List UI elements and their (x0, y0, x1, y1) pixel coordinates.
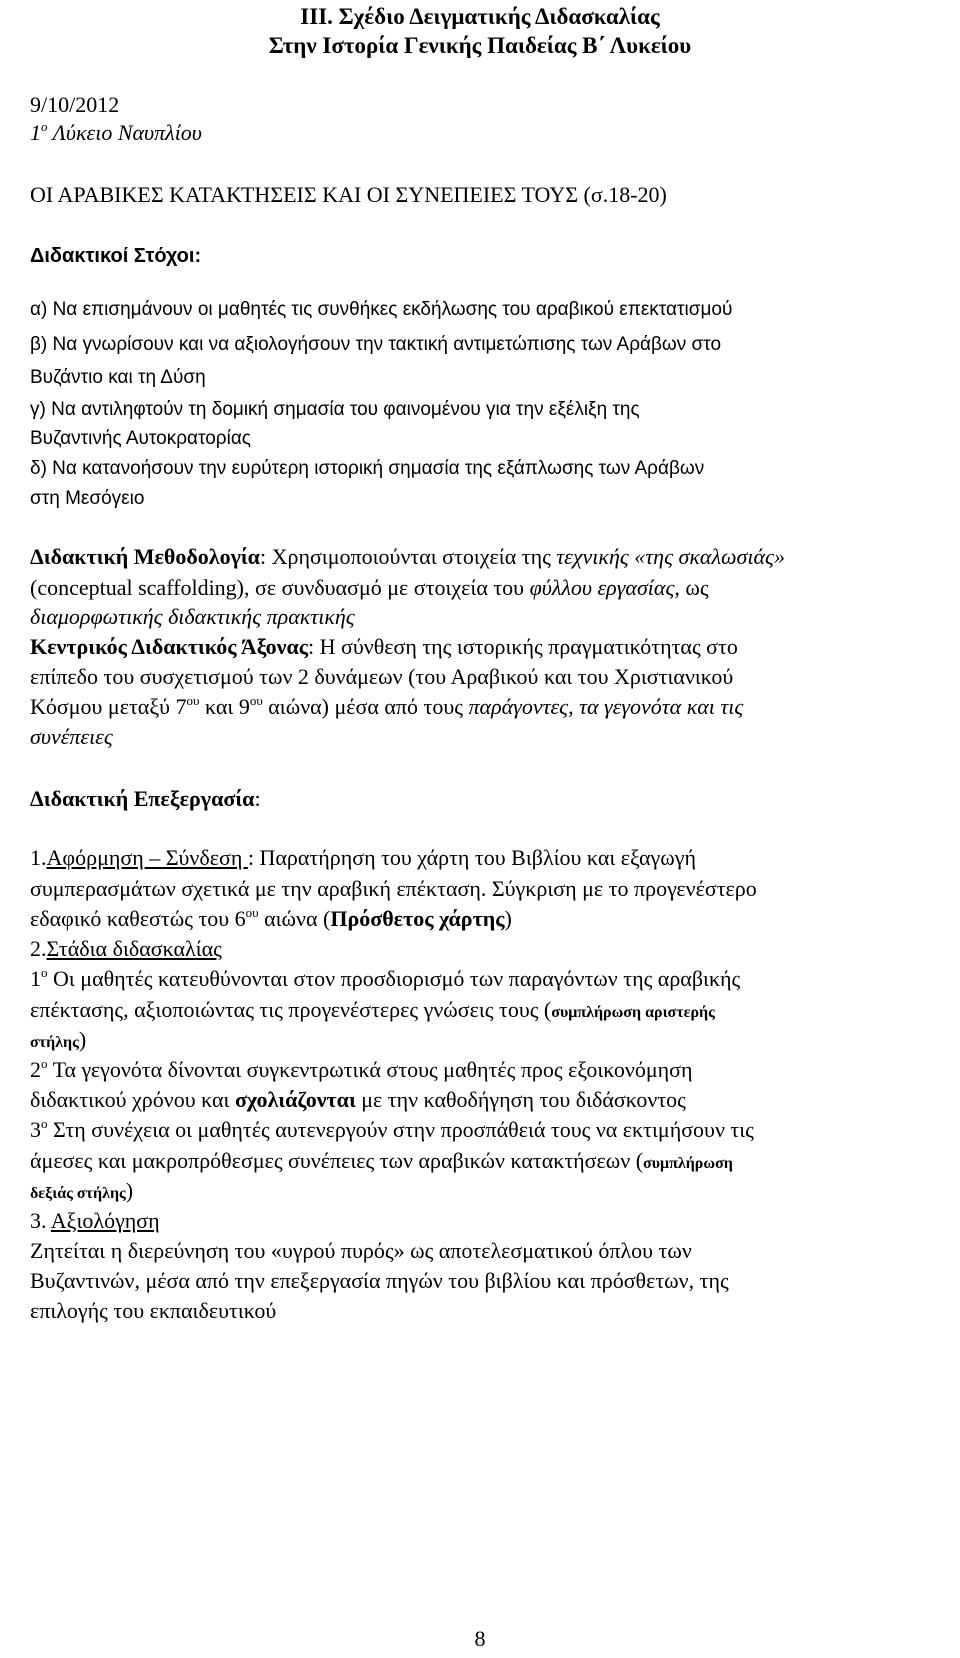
objective-line: α) Να επισημάνουν οι μαθητές τις συνθήκες εκδήλωσης του αραβικού επεκτατισμού (30, 299, 733, 320)
stage3-line2 (30, 1150, 733, 1172)
axis-italic-text: παράγοντες, τα γεγονότα και τις (468, 694, 744, 719)
stage1-line1 (30, 965, 741, 991)
stage-text: με την καθοδήγηση του διδάσκοντος (355, 1087, 686, 1112)
axis-line3 (30, 693, 744, 719)
methodology-heading: Διδακτική Μεθοδολογία (30, 544, 260, 569)
step3-number: 3. (30, 1208, 51, 1233)
page-number: 8 (474, 1626, 486, 1651)
step1-text: αιώνα ( (258, 906, 331, 931)
objective-line: Βυζαντινής Αυτοκρατορίας (30, 428, 251, 449)
processing-heading-colon: : (254, 786, 261, 811)
left-column-note: συμπλήρωση αριστερής (551, 1004, 715, 1021)
methodology-line1 (30, 546, 785, 568)
stage-text: Στη συνέχεια οι μαθητές αυτενεργούν στην προσπάθειά τους να εκτιμήσουν τις (47, 1117, 754, 1142)
stage3-line1 (30, 1116, 754, 1142)
step2-title: Στάδια διδασκαλίας (46, 936, 222, 961)
methodology-line3: διαμορφωτικής διδακτικής πρακτικής (30, 604, 355, 629)
stage1-line2 (30, 999, 715, 1021)
stage3-line3 (30, 1180, 133, 1202)
stage-text: ) (78, 1027, 87, 1052)
evaluation-line: Ζητείται η διερεύνηση του «υγρού πυρός» ως αποτελεσματικού όπλου των (30, 1238, 692, 1263)
step1-text: ) (504, 906, 512, 931)
step1-text: : Παρατήρηση του χάρτη του Βιβλίου και εξαγωγή (247, 845, 696, 870)
axis-line1 (30, 636, 738, 658)
stage-text: ) (125, 1178, 134, 1203)
step3-line (30, 1210, 160, 1232)
lesson-topic: ΟΙ ΑΡΑΒΙΚΕΣ ΚΑΤΑΚΤΗΣΕΙΣ ΚΑΙ ΟΙ ΣΥΝΕΠΕΙΕΣ ΤΟΥΣ (σ.18-20) (30, 182, 667, 207)
objectives-heading: Διδακτικοί Στόχοι: (30, 245, 202, 267)
step3-title: Αξιολόγηση (50, 1208, 160, 1233)
stage1-line3 (30, 1029, 86, 1051)
ordinal-superscript: ου (186, 693, 200, 708)
document-title-line1: III. Σχέδιο Δειγματικής Διδασκαλίας (300, 4, 660, 29)
processing-heading: Διδακτική Επεξεργασία (30, 786, 255, 811)
axis-text: και 9 (199, 694, 250, 719)
stage-number: 2 (30, 1057, 41, 1082)
methodology-text: (conceptual scaffolding), σε συνδυασμό με στοιχεία του (30, 575, 530, 600)
step1-text: εδαφικό καθεστώς του 6 (30, 906, 246, 931)
ordinal-superscript: ου (245, 905, 259, 920)
step1-title: Αφόρμηση – Σύνδεση (46, 845, 248, 870)
step1-number: 1. (30, 845, 47, 870)
objective-line: β) Να γνωρίσουν και να αξιολογήσουν την τακτική αντιμετώπισης των Αράβων στο (30, 334, 722, 355)
methodology-italic-worksheet: φύλλου εργασίας (529, 575, 675, 600)
evaluation-line: επιλογής του εκπαιδευτικού (30, 1298, 277, 1323)
ordinal-superscript: ο (41, 1116, 48, 1131)
additional-map-bold: Πρόσθετος χάρτης (330, 906, 505, 931)
step1-line2: συμπερασμάτων σχετικά με την αραβική επέκταση. Σύγκριση με το προγενέστερο (30, 876, 757, 901)
stage-text: διδακτικού χρόνου και (30, 1087, 235, 1112)
axis-text: αιώνα) μέσα από τους (262, 694, 469, 719)
right-column-note: συμπλήρωση (643, 1155, 733, 1172)
ordinal-superscript: ο (41, 965, 48, 980)
objective-line: δ) Να κατανοήσουν την ευρύτερη ιστορική σημασία της εξάπλωσης των Αράβων (30, 458, 705, 479)
school-text (30, 119, 202, 145)
step2-number: 2. (30, 936, 47, 961)
methodology-line2 (30, 577, 709, 599)
document-title-line2: Στην Ιστορία Γενικής Παιδείας Β΄ Λυκείου (268, 33, 692, 58)
objective-line: Βυζάντιο και τη Δύση (30, 367, 206, 388)
axis-text: Κόσμου μεταξύ 7 (30, 694, 187, 719)
step2-line (30, 938, 222, 960)
step1-line3 (30, 905, 512, 931)
methodology-italic-technique: τεχνικής «της σκαλωσιάς» (556, 544, 785, 569)
left-column-note: στήλης (30, 1034, 79, 1051)
stage-text: Τα γεγονότα δίνονται συγκεντρωτικά στους μαθητές προς εξοικονόμηση (47, 1057, 693, 1082)
methodology-text: , ως (674, 575, 709, 600)
axis-text: : Η σύνθεση της ιστορικής πραγματικότητας στο (308, 634, 738, 659)
stage-text: Οι μαθητές κατευθύνονται στον προσδιορισμό των παραγόντων της αραβικής (47, 966, 741, 991)
methodology-text: : Χρησιμοποιούνται στοιχεία της (259, 544, 557, 569)
stage-text: επέκτασης, αξιοποιώντας τις προγενέστερες γνώσεις τους ( (30, 997, 552, 1022)
processing-heading-line (30, 788, 261, 810)
objective-line: γ) Να αντιληφτούν τη δομική σημασία του φαινομένου για την εξέλιξη της (30, 399, 640, 420)
stage2-line2 (30, 1089, 686, 1111)
evaluation-line: Βυζαντινών, μέσα από την επεξεργασία πηγών του βιβλίου και πρόσθετων, της (30, 1268, 729, 1293)
ordinal-superscript: ου (249, 693, 263, 708)
date-text: 9/10/2012 (30, 92, 120, 117)
stage-number: 1 (30, 966, 41, 991)
ordinal-superscript: ο (41, 1056, 48, 1071)
school-name: Λύκειο Ναυπλίου (47, 120, 202, 145)
axis-heading: Κεντρικός Διδακτικός Άξονας (30, 634, 308, 659)
axis-line4: συνέπειες (30, 724, 113, 749)
stage-number: 3 (30, 1117, 41, 1142)
step1-line1 (30, 847, 696, 869)
stage-text: άμεσες και μακροπρόθεσμες συνέπειες των αραβικών κατακτήσεων ( (30, 1148, 644, 1173)
axis-line2: επίπεδο του συσχετισμού των 2 δυνάμεων (του Αραβικού και του Χριστιανικού (30, 664, 734, 689)
stage2-line1 (30, 1056, 693, 1082)
right-column-note: δεξιάς στήλης (30, 1185, 126, 1202)
school-superscript: ο (41, 119, 48, 134)
comment-bold: σχολιάζονται (234, 1087, 356, 1112)
school-number: 1 (30, 120, 41, 145)
objective-line: στη Μεσόγειο (30, 488, 145, 509)
